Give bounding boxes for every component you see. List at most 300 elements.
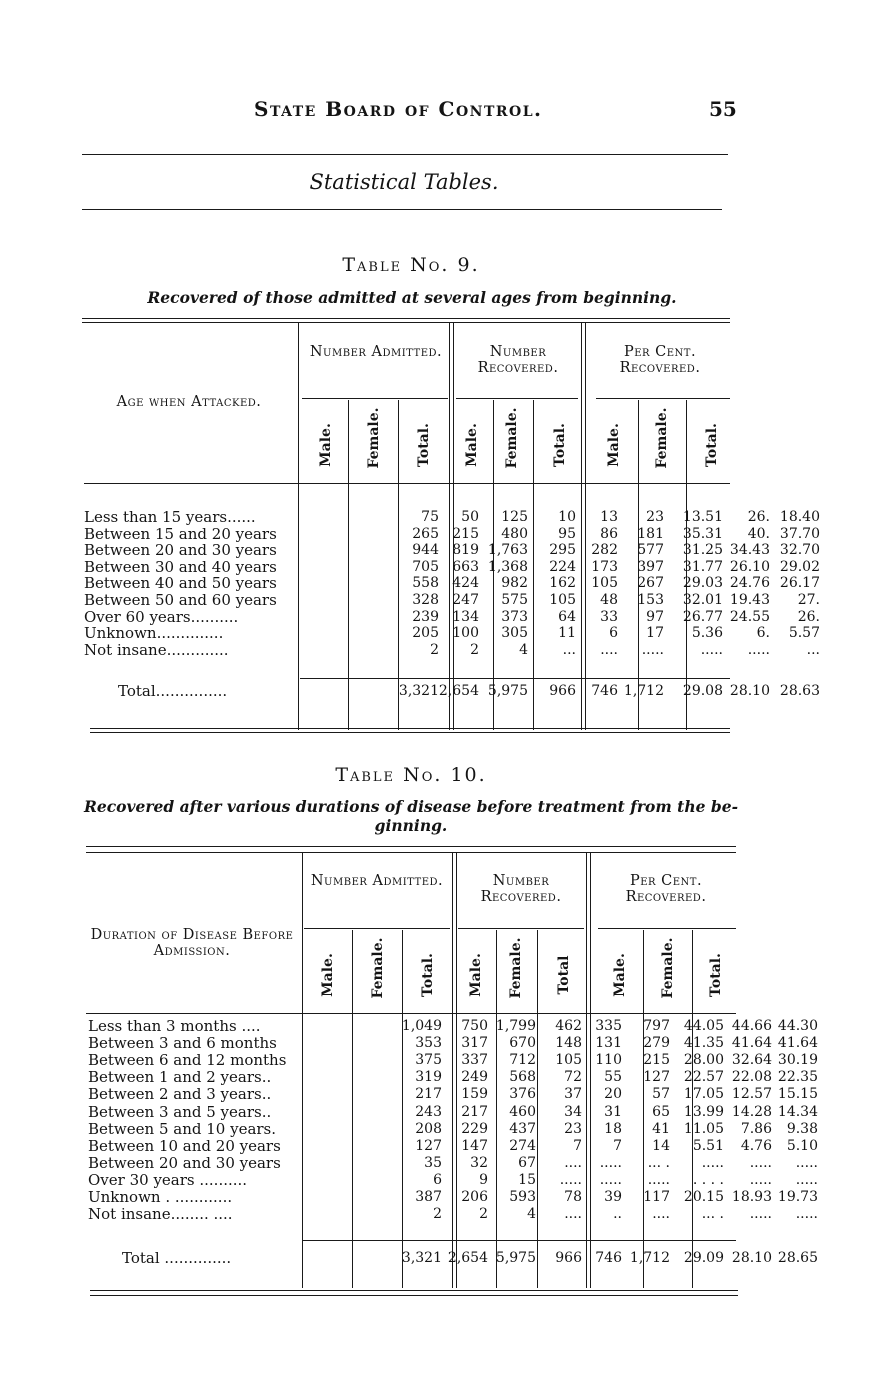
table10-cell: 44.05 <box>683 1018 724 1034</box>
table9-total-cell: 3,321 <box>398 683 439 699</box>
table9-sub-male-admitted: Male. <box>318 423 334 467</box>
table9-cell: 26. <box>797 608 820 625</box>
table9-total-row <box>84 682 820 700</box>
table9-cell: 224 <box>549 558 576 575</box>
table10-cell: ..... <box>599 1154 622 1171</box>
table9-cell: 181 <box>637 525 664 542</box>
table10-cell: ..... <box>749 1154 772 1171</box>
table10-cell: 12.57 <box>731 1086 772 1103</box>
table10-cell: 41.64 <box>777 1035 818 1052</box>
table10-total-cell: 28.65 <box>777 1250 818 1266</box>
table9-sub-total-admitted: Total. <box>416 423 432 467</box>
table10-cell: 55 <box>604 1069 622 1086</box>
table10-cell: ... . <box>701 1206 724 1223</box>
table9-cell: ..... <box>747 641 770 658</box>
table10-row <box>88 1051 818 1070</box>
table10-cell: 5.10 <box>786 1137 818 1154</box>
table9-cell: .... <box>600 641 618 658</box>
table9-row-label: Between 30 and 40 years <box>84 557 277 576</box>
table10-total-rule <box>302 1240 736 1241</box>
table9-cell: 29.03 <box>682 575 723 592</box>
table9-row <box>84 541 820 560</box>
table10-cell: 229 <box>461 1120 488 1137</box>
table10-cell: 110 <box>595 1052 622 1069</box>
table9-cell: 35.31 <box>682 525 723 542</box>
table10-cell: 249 <box>461 1069 488 1086</box>
table10-cell: 72 <box>564 1069 582 1086</box>
table10-rule-bottom-2 <box>90 1295 738 1296</box>
table9-cell: 75 <box>421 509 439 525</box>
table9-cell: 34.43 <box>729 542 770 559</box>
table10-caption <box>80 797 742 835</box>
table9-cell: 23 <box>646 509 664 525</box>
table10-row-label: Between 10 and 20 years <box>88 1136 281 1155</box>
table10-cell: 797 <box>643 1018 670 1034</box>
table10-cell: 353 <box>415 1035 442 1052</box>
table9-cell: 134 <box>452 608 479 625</box>
table10-cell: 20 <box>604 1086 622 1103</box>
table9-cell: 247 <box>452 592 479 608</box>
table9-group-percent: Per Cent. Recovered. <box>619 344 701 376</box>
table10-sub-female-admitted: Female. <box>370 937 386 999</box>
table9-cell: 97 <box>646 608 664 625</box>
table10-cell: 117 <box>643 1189 670 1205</box>
table9-cell: 215 <box>452 525 479 542</box>
table9-cell: 27. <box>797 592 820 608</box>
table9-caption: Recovered of those admitted at several ages from beginning. <box>147 288 677 307</box>
table10-head-rule <box>86 1013 736 1014</box>
table9-cell: 26.10 <box>729 558 770 575</box>
table10-cell: . . . . <box>692 1171 724 1188</box>
table10-cell: ... . <box>647 1154 670 1171</box>
table9-cell: 11 <box>558 625 576 642</box>
table9-row-label: Over 60 years.......... <box>84 607 239 626</box>
table10-row <box>88 1034 818 1053</box>
table10-caption-line2: ginning. <box>374 816 448 835</box>
table9-row-label: Less than 15 years...... <box>84 508 256 526</box>
table10-cell: 375 <box>415 1052 442 1069</box>
table10-cell: 127 <box>643 1069 670 1086</box>
table10-total-cell: 1,712 <box>629 1250 670 1266</box>
table10-cell: .. <box>613 1206 622 1223</box>
table10-cell: 14.28 <box>731 1103 772 1120</box>
table9-cell: 282 <box>591 542 618 559</box>
table10-cell: 6 <box>433 1171 442 1188</box>
rule-top <box>82 154 728 155</box>
table9-total-cell: 5,975 <box>487 683 528 699</box>
table9-cell: 32.70 <box>779 542 820 559</box>
table9-group-admitted: Number Admitted. <box>309 344 443 360</box>
table9-cell: 86 <box>600 525 618 542</box>
table10-row <box>88 1068 818 1087</box>
table9-cell: 125 <box>501 509 528 525</box>
table9-cell: 305 <box>501 625 528 642</box>
table10-cell: ..... <box>749 1206 772 1223</box>
table9-row-label: Between 40 and 50 years <box>84 574 277 593</box>
table10-cell: 13.99 <box>683 1103 724 1120</box>
table9-cell: 705 <box>412 558 439 575</box>
table10-cell: 19.73 <box>777 1189 818 1205</box>
table9-title: Table No. 9. <box>342 254 480 276</box>
table9-head-rule <box>84 483 730 484</box>
table9-cell: 64 <box>558 608 576 625</box>
table10-sub-total-recovered: Total <box>556 955 572 995</box>
table9-rule-bottom-2 <box>90 732 730 733</box>
table9-cell: ... <box>562 641 576 658</box>
table9-row <box>84 640 820 659</box>
table10-cell: ..... <box>795 1206 818 1223</box>
table10-total-row <box>88 1249 818 1267</box>
table9-cell: 5.57 <box>788 625 820 642</box>
table10-cell: 5.51 <box>692 1137 724 1154</box>
table10-total-cell: 3,321 <box>401 1250 442 1266</box>
table9-total-label: Total............... <box>118 682 228 700</box>
table10-cell: 593 <box>509 1189 536 1205</box>
table10-cell: 712 <box>509 1052 536 1069</box>
table10-rule-top-2 <box>86 852 736 853</box>
table10-cell: 387 <box>415 1189 442 1205</box>
table9-cell: 10 <box>558 509 576 525</box>
table10-group-admitted: Number Admitted. <box>310 873 444 889</box>
table9-sub-total-percent: Total. <box>704 423 720 467</box>
table9-cell: 205 <box>412 625 439 642</box>
table9-cell: 373 <box>501 608 528 625</box>
table10-cell: 208 <box>415 1120 442 1137</box>
table10-row-label: Unknown . ............ <box>88 1188 233 1206</box>
table10-cell: 44.66 <box>731 1018 772 1034</box>
table9-total-cell: 28.10 <box>729 683 770 699</box>
table9-sub-male-recovered: Male. <box>464 423 480 467</box>
table10-cell: 127 <box>415 1137 442 1154</box>
table10-cell: 23 <box>564 1120 582 1137</box>
table10-cell: 14 <box>652 1137 670 1154</box>
table10-row-label: Less than 3 months .... <box>88 1017 261 1035</box>
table10-row-label: Between 5 and 10 years. <box>88 1119 277 1138</box>
table9-cell: 944 <box>412 542 439 559</box>
table9-cell: 1,368 <box>487 558 528 575</box>
table9-cell: 50 <box>461 509 479 525</box>
table9-cell: 162 <box>549 575 576 592</box>
table9-cell: 13 <box>600 509 618 525</box>
table9-cell: 105 <box>549 592 576 608</box>
table10-cell: 37 <box>564 1086 582 1103</box>
table10-sub-total-admitted: Total. <box>420 953 436 997</box>
table10-sub-male-admitted: Male. <box>320 953 336 997</box>
table9-stub-header: Age when Attacked. <box>116 394 262 410</box>
table10-subrule-1 <box>304 928 450 929</box>
table9-sub-female-admitted: Female. <box>366 407 382 469</box>
table10-cell: 32.64 <box>731 1052 772 1069</box>
table10-total-cell: 5,975 <box>495 1250 536 1266</box>
page-number: 55 <box>709 97 737 121</box>
table10-cell: 2 <box>433 1206 442 1223</box>
table9-total-cell: 29.08 <box>682 683 723 699</box>
table10-cell: 30.19 <box>777 1052 818 1069</box>
table10-cell: 317 <box>461 1035 488 1052</box>
table10-row-label: Between 6 and 12 months <box>88 1051 287 1070</box>
table9-cell: 105 <box>591 575 618 592</box>
table10-cell: 148 <box>555 1035 582 1052</box>
running-head <box>0 97 896 123</box>
table9-row <box>84 591 820 609</box>
table10-total-cell: 28.10 <box>731 1250 772 1266</box>
table9-cell: 26.77 <box>682 608 723 625</box>
table9-cell: 6 <box>609 625 618 642</box>
table10-cell: 34 <box>564 1103 582 1120</box>
table10-cell: 9 <box>479 1171 488 1188</box>
table10-cell: 22.35 <box>777 1069 818 1086</box>
table10-cell: 279 <box>643 1035 670 1052</box>
table9-cell: 819 <box>452 542 479 559</box>
table10-total-cell: 2,654 <box>447 1250 488 1266</box>
running-head-title: State Board of Control. <box>254 97 543 121</box>
table10-cell: 750 <box>461 1018 488 1034</box>
table9-cell: ..... <box>700 641 723 658</box>
table10-cell: 319 <box>415 1069 442 1086</box>
table10-cell: 568 <box>509 1069 536 1086</box>
table10-cell: 22.08 <box>731 1069 772 1086</box>
table9-rule-bottom-1 <box>90 728 730 729</box>
table10-cell: 22.57 <box>683 1069 724 1086</box>
table9-total-cell: 2,654 <box>438 683 479 699</box>
table9-cell: 32.01 <box>682 592 723 608</box>
table9-cell: 31.77 <box>682 558 723 575</box>
table10-cell: 105 <box>555 1052 582 1069</box>
table9-cell: 663 <box>452 558 479 575</box>
table10-total-cell: 29.09 <box>683 1250 724 1266</box>
table9-cell: 558 <box>412 575 439 592</box>
table10-row <box>88 1205 818 1224</box>
table10-row-label: Between 2 and 3 years.. <box>88 1085 272 1104</box>
table10-cell: 335 <box>595 1018 622 1034</box>
table10-cell: 462 <box>555 1018 582 1034</box>
table9-row <box>84 607 820 626</box>
table10-stub-header: Duration of Disease Before Admission. <box>90 927 294 959</box>
table10-cell: 7 <box>613 1137 622 1154</box>
table10-cell: 1,799 <box>495 1018 536 1034</box>
table10-row <box>88 1188 818 1206</box>
table10-row-label: Between 20 and 30 years <box>88 1153 281 1172</box>
table10-cell: 78 <box>564 1189 582 1205</box>
table9-cell: 31.25 <box>682 542 723 559</box>
table10-total-label: Total .............. <box>122 1249 232 1267</box>
table9-cell: 24.55 <box>729 608 770 625</box>
table10-cell: 337 <box>461 1052 488 1069</box>
table10-cell: 274 <box>509 1137 536 1154</box>
table10-cell: 65 <box>652 1103 670 1120</box>
table9-cell: 17 <box>646 625 664 642</box>
table9-row-label: Between 50 and 60 years <box>84 591 277 609</box>
table9-cell: ... <box>806 641 820 658</box>
table10-rule-top <box>86 846 736 847</box>
table10-row <box>88 1085 818 1104</box>
table10-cell: 147 <box>461 1137 488 1154</box>
table10-cell: 4 <box>527 1206 536 1223</box>
table9-cell: 328 <box>412 592 439 608</box>
table9-cell: 26. <box>747 509 770 525</box>
table10-cell: ..... <box>795 1154 818 1171</box>
table10-cell: 14.34 <box>777 1103 818 1120</box>
table10-sub-total-percent: Total. <box>708 953 724 997</box>
table10-cell: 7 <box>573 1137 582 1154</box>
rule-under-section <box>82 209 722 210</box>
table10-cell: 7.86 <box>740 1120 772 1137</box>
table10-cell: 1,049 <box>401 1018 442 1034</box>
table10-subrule-3 <box>598 928 736 929</box>
table10-cell: ..... <box>647 1171 670 1188</box>
table10-cell: 67 <box>518 1154 536 1171</box>
table9-total-cell: 966 <box>549 683 576 699</box>
table10-cell: 31 <box>604 1103 622 1120</box>
table10-cell: 35 <box>424 1154 442 1171</box>
table9-cell: 13.51 <box>682 509 723 525</box>
table9-total-rule <box>300 678 730 679</box>
table9-cell: 265 <box>412 525 439 542</box>
table9-subrule-2 <box>456 398 578 399</box>
table10-cell: 217 <box>415 1086 442 1103</box>
table9-cell: 4 <box>519 641 528 658</box>
table9-cell: 577 <box>637 542 664 559</box>
table10-row <box>88 1119 818 1138</box>
table10-cell: .... <box>564 1154 582 1171</box>
table9-row <box>84 574 820 593</box>
table10-sub-male-percent: Male. <box>612 953 628 997</box>
table9-cell: 397 <box>637 558 664 575</box>
table10-cell: ..... <box>701 1154 724 1171</box>
table9-cell: 29.02 <box>779 558 820 575</box>
table10-cell: 376 <box>509 1086 536 1103</box>
table9-cell: 6. <box>756 625 770 642</box>
table10-cell: .... <box>652 1206 670 1223</box>
table10-cell: 15 <box>518 1171 536 1188</box>
table10-cell: 41.64 <box>731 1035 772 1052</box>
table10-cell: 41.35 <box>683 1035 724 1052</box>
table9-cell: 95 <box>558 525 576 542</box>
table10-cell: 206 <box>461 1189 488 1205</box>
table10-rule-bottom-1 <box>90 1290 738 1291</box>
table10-cell: ..... <box>795 1171 818 1188</box>
table10-cell: ..... <box>749 1171 772 1188</box>
table9-cell: 267 <box>637 575 664 592</box>
table9-total-cell: 28.63 <box>779 683 820 699</box>
table9-cell: 295 <box>549 542 576 559</box>
table10-cell: 131 <box>595 1035 622 1052</box>
table10-title: Table No. 10. <box>335 764 487 786</box>
table9-row-label: Between 15 and 20 years <box>84 524 277 543</box>
table9-cell: 19.43 <box>729 592 770 608</box>
table9-subrule-1 <box>302 398 448 399</box>
table10-group-percent: Per Cent. Recovered. <box>625 873 707 905</box>
table10-cell: .... <box>564 1206 582 1223</box>
table10-cell: 15.15 <box>777 1086 818 1103</box>
table10-cell: 460 <box>509 1103 536 1120</box>
table10-cell: 39 <box>604 1189 622 1205</box>
table10-cell: 159 <box>461 1086 488 1103</box>
table9-cell: 2 <box>470 641 479 658</box>
table10-row <box>88 1017 818 1035</box>
table10-group-recovered: Number Recovered. <box>480 873 562 905</box>
table9-cell: 100 <box>452 625 479 642</box>
table10-total-cell: 966 <box>555 1250 582 1266</box>
table9-cell: 153 <box>637 592 664 608</box>
table10-cell: 9.38 <box>786 1120 818 1137</box>
table9-cell: 2 <box>430 641 439 658</box>
table9-row-label: Unknown.............. <box>84 624 224 643</box>
table10-cell: 18 <box>604 1120 622 1137</box>
table10-cell: 215 <box>643 1052 670 1069</box>
table9-subrule-3 <box>596 398 730 399</box>
table9-cell: 982 <box>501 575 528 592</box>
table9-row-label: Not insane............. <box>84 640 229 659</box>
table10-cell: 32 <box>470 1154 488 1171</box>
table10-cell: 57 <box>652 1086 670 1103</box>
table9-cell: 48 <box>600 592 618 608</box>
table9-cell: 40. <box>747 525 770 542</box>
table9-sub-female-percent: Female. <box>654 407 670 469</box>
table9-row <box>84 557 820 576</box>
table10-sub-female-recovered: Female. <box>508 937 524 999</box>
table9-cell: 5.36 <box>691 625 723 642</box>
table10-row-label: Between 3 and 6 months <box>88 1034 277 1053</box>
table9-row-label: Between 20 and 30 years <box>84 541 277 560</box>
table9-cell: 33 <box>600 608 618 625</box>
table10-cell: 28.00 <box>683 1052 724 1069</box>
table10-cell: 2 <box>479 1206 488 1223</box>
table10-cell: 44.30 <box>777 1018 818 1034</box>
table9-total-cell: 746 <box>591 683 618 699</box>
table10-cell: 4.76 <box>740 1137 772 1154</box>
table10-cell: 41 <box>652 1120 670 1137</box>
table10-sub-female-percent: Female. <box>660 937 676 999</box>
table9-cell: 37.70 <box>779 525 820 542</box>
table9-cell: 18.40 <box>779 509 820 525</box>
table10-subrule-2 <box>458 928 584 929</box>
table10-row <box>88 1102 818 1121</box>
table10-row-label: Between 1 and 2 years.. <box>88 1068 272 1087</box>
table10-row <box>88 1153 818 1172</box>
table10-cell: 217 <box>461 1103 488 1120</box>
table10-cell: 243 <box>415 1103 442 1120</box>
table10-row <box>88 1170 818 1189</box>
table10-cell: 11.05 <box>683 1120 724 1137</box>
table9-cell: 1,763 <box>487 542 528 559</box>
table10-cell: ..... <box>599 1171 622 1188</box>
table10-cell: 17.05 <box>683 1086 724 1103</box>
table9-rule-top <box>82 318 730 319</box>
table10-cell: 20.15 <box>683 1189 724 1205</box>
table10-row-label: Over 30 years .......... <box>88 1170 248 1189</box>
table10-row-label: Not insane........ .... <box>88 1205 233 1224</box>
table9-sub-female-recovered: Female. <box>504 407 520 469</box>
table10-cell: 437 <box>509 1120 536 1137</box>
table10-row-label: Between 3 and 5 years.. <box>88 1102 272 1121</box>
table10-total-cell: 746 <box>595 1250 622 1266</box>
table9-cell: 575 <box>501 592 528 608</box>
table9-cell: 24.76 <box>729 575 770 592</box>
table9-rule-top-2 <box>82 322 730 323</box>
table9-row <box>84 524 820 543</box>
table9-cell: ..... <box>641 641 664 658</box>
table9-sub-total-recovered: Total. <box>552 423 568 467</box>
section-title: Statistical Tables. <box>309 170 499 194</box>
table10-cell: ..... <box>559 1171 582 1188</box>
table10-cell: 18.93 <box>731 1189 772 1205</box>
table9-row <box>84 624 820 643</box>
table10-sub-male-recovered: Male. <box>468 953 484 997</box>
table9-sub-male-percent: Male. <box>606 423 622 467</box>
table10-cell: 670 <box>509 1035 536 1052</box>
table9-row <box>84 508 820 526</box>
